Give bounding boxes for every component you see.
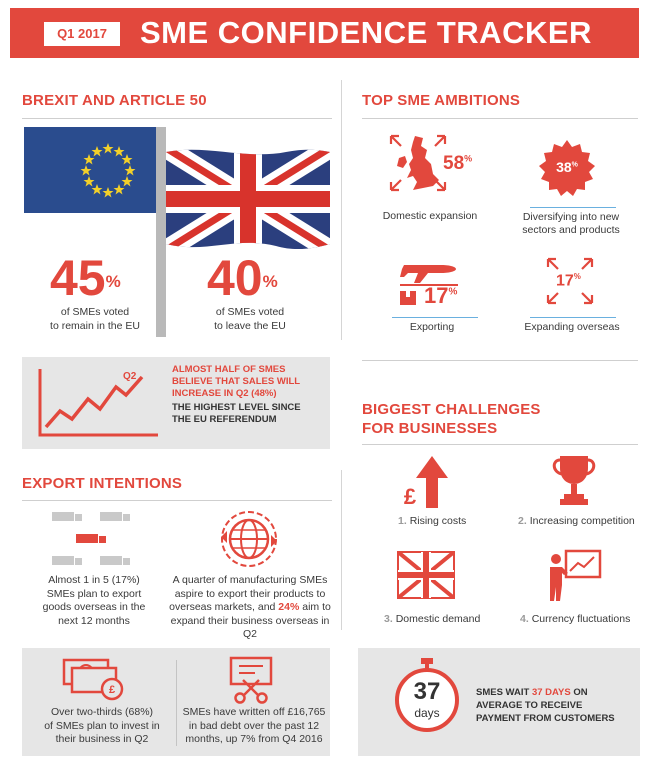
- ambition-exporting-value: 17%: [424, 283, 458, 308]
- svg-text:£: £: [403, 484, 417, 509]
- divider: [22, 500, 332, 501]
- rising-line-chart-icon: [32, 365, 164, 443]
- presenter-chart-icon: [546, 549, 602, 603]
- days-unit: days: [414, 706, 440, 720]
- ambition-exporting-label: Exporting: [409, 321, 455, 333]
- sales-highlight: ALMOST HALF OF SMES BELIEVE THAT SALES WILL INCREASE IN Q2 (48%): [172, 364, 301, 399]
- eu-flag-icon: [24, 127, 156, 213]
- page-title: SME CONFIDENCE TRACKER: [140, 15, 592, 50]
- quarter-badge: Q1 2017: [44, 22, 120, 46]
- challenge-4-label: 4. Currency fluctuations: [520, 613, 631, 625]
- ambition-overseas-label: Expanding overseas: [524, 321, 620, 333]
- divider: [392, 317, 478, 318]
- export-left-text: Almost 1 in 5 (17%) SMEs plan to export goods overseas in the next 12 months: [42, 574, 146, 627]
- money-icon: [62, 656, 124, 702]
- ambition-diversify-label: Diversifying into new sectors and products: [522, 211, 620, 236]
- days-value: 37: [413, 678, 441, 705]
- up-arrow-pound-icon: [400, 454, 450, 510]
- divider: [530, 207, 616, 208]
- leave-percent: 40%: [207, 250, 278, 306]
- leave-caption: of SMEs voted to leave the EU: [214, 306, 286, 332]
- globe-icon: [219, 509, 279, 569]
- invest-text: Over two-thirds (68%) of SMEs plan to invest in their business in Q2: [44, 706, 160, 745]
- ambition-domestic-label: Domestic expansion: [382, 210, 478, 222]
- divider: [341, 80, 342, 340]
- payment-text: SMES WAIT 37 DAYS ON AVERAGE TO RECEIVE PAYMENT FROM CUSTOMERS: [476, 687, 615, 724]
- union-jack-outline-icon: [397, 551, 455, 599]
- remain-caption: of SMEs voted to remain in the EU: [50, 306, 140, 332]
- divider: [362, 444, 638, 445]
- divider: [341, 470, 342, 630]
- challenge-3-label: 3. Domestic demand: [384, 613, 481, 625]
- union-jack-icon: [166, 148, 330, 250]
- divider: [362, 360, 638, 361]
- ambition-overseas-value: 17%: [556, 272, 581, 290]
- challenge-1-label: 1. Rising costs: [398, 515, 467, 527]
- scissors-icon: [225, 656, 279, 704]
- export-section-title: EXPORT INTENTIONS: [22, 475, 183, 492]
- sales-subtext: THE HIGHEST LEVEL SINCE THE EU REFERENDUM: [172, 402, 301, 425]
- divider: [176, 660, 177, 746]
- trophy-icon: [550, 454, 598, 508]
- brexit-section-title: BREXIT AND ARTICLE 50: [22, 92, 207, 109]
- bad-debt-text: SMEs have written off £16,765 in bad debt over the past 12 months, up 7% from Q4 2016: [182, 706, 326, 745]
- divider: [530, 317, 616, 318]
- export-right-text: A quarter of manufacturing SMEs aspire to export their products to overseas markets, and 24% aim to expand their business overseas in Q2: [169, 574, 331, 640]
- svg-text:£: £: [108, 684, 116, 696]
- ambition-diversify-value: 38%: [556, 159, 578, 175]
- divider: [362, 118, 638, 119]
- remain-percent: 45%: [50, 250, 121, 306]
- divider: [22, 118, 332, 119]
- q2-marker: Q2: [123, 371, 137, 382]
- trucks-icon: [48, 508, 140, 576]
- challenge-2-label: 2. Increasing competition: [518, 515, 635, 527]
- challenges-section-title: BIGGEST CHALLENGES FOR BUSINESSES: [362, 401, 541, 437]
- ambition-domestic-value: 58%: [443, 153, 473, 174]
- ambitions-section-title: TOP SME AMBITIONS: [362, 92, 521, 109]
